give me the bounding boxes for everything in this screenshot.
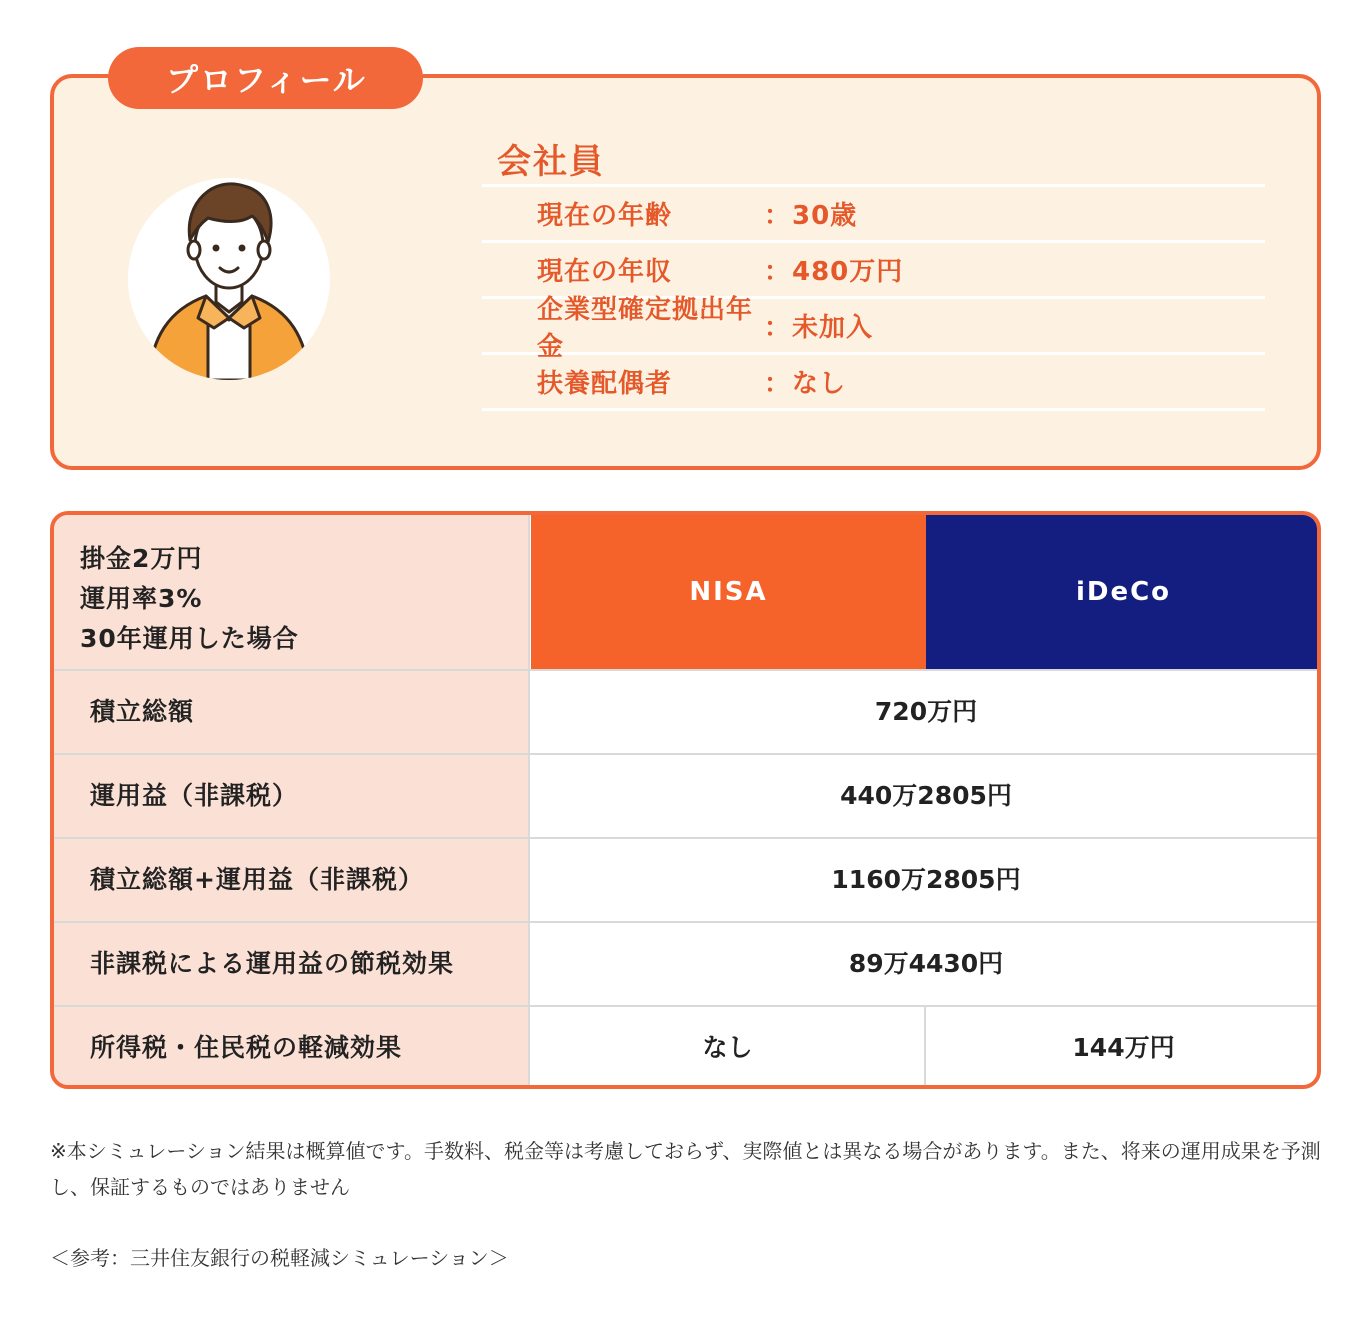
row-value: 440万2805円 [840, 781, 1012, 810]
colon: ： [764, 313, 791, 343]
disclaimer-note: ※本シミュレーション結果は概算値です。手数料、税金等は考慮しておらず、実際値とは異なる場合があります。また、将来の運用成果を予測し、保証するものではありません [50, 1139, 1321, 1199]
profile-row-spouse [482, 355, 1265, 408]
divider [482, 408, 1265, 411]
profile-row-label: 現在の年収 [537, 257, 673, 287]
row-label: 積立総額+運用益（非課税） [90, 865, 424, 894]
row-label: 運用益（非課税） [90, 781, 299, 810]
colon: ： [764, 201, 791, 231]
row-label: 積立総額 [90, 697, 195, 726]
profile-row-label: 現在の年齢 [537, 201, 673, 231]
profile-details [482, 184, 1265, 411]
table-header-conditions [80, 539, 299, 659]
profile-row-value: 未加入 [792, 313, 874, 343]
condition-line: 掛金2万円 [80, 544, 203, 573]
profile-row-value: 480万円 [792, 257, 904, 287]
row-value: 1160万2805円 [831, 865, 1021, 894]
avatar [128, 178, 330, 380]
profile-row-label: 扶養配偶者 [537, 369, 673, 399]
profile-row-label: 企業型確定拠出年金 [537, 294, 754, 362]
ideco-column-header: iDeCo [926, 515, 1321, 669]
row-label: 所得税・住民税の軽減効果 [90, 1033, 403, 1062]
row-value: 89万4430円 [848, 949, 1004, 978]
row-value: 720万円 [874, 697, 978, 726]
table-row [54, 837, 1321, 921]
nisa-column-header: NISA [531, 515, 926, 669]
comparison-table [50, 511, 1321, 1089]
colon: ： [764, 257, 791, 287]
table-row [54, 1005, 1321, 1089]
profile-row-age [482, 187, 1265, 240]
profile-row-value: 30歳 [792, 201, 858, 231]
table-row [54, 753, 1321, 837]
condition-line: 運用率3% [80, 584, 203, 613]
colon: ： [764, 369, 791, 399]
row-label: 非課税による運用益の節税効果 [90, 949, 455, 978]
condition-line: 30年運用した場合 [80, 624, 299, 653]
profile-title: 会社員 [497, 142, 605, 182]
table-row [54, 921, 1321, 1005]
ideco-value: 144万円 [1072, 1033, 1175, 1062]
reference-note: ＜参考：三井住友銀行の税軽減シミュレーション＞ [50, 1246, 509, 1270]
table-row [54, 669, 1321, 753]
nisa-value: なし [531, 1007, 926, 1089]
profile-row-value: なし [792, 369, 847, 399]
profile-tab-label: プロフィール [108, 47, 423, 109]
profile-row-pension [482, 294, 1265, 362]
office-worker-illustration [128, 178, 330, 380]
